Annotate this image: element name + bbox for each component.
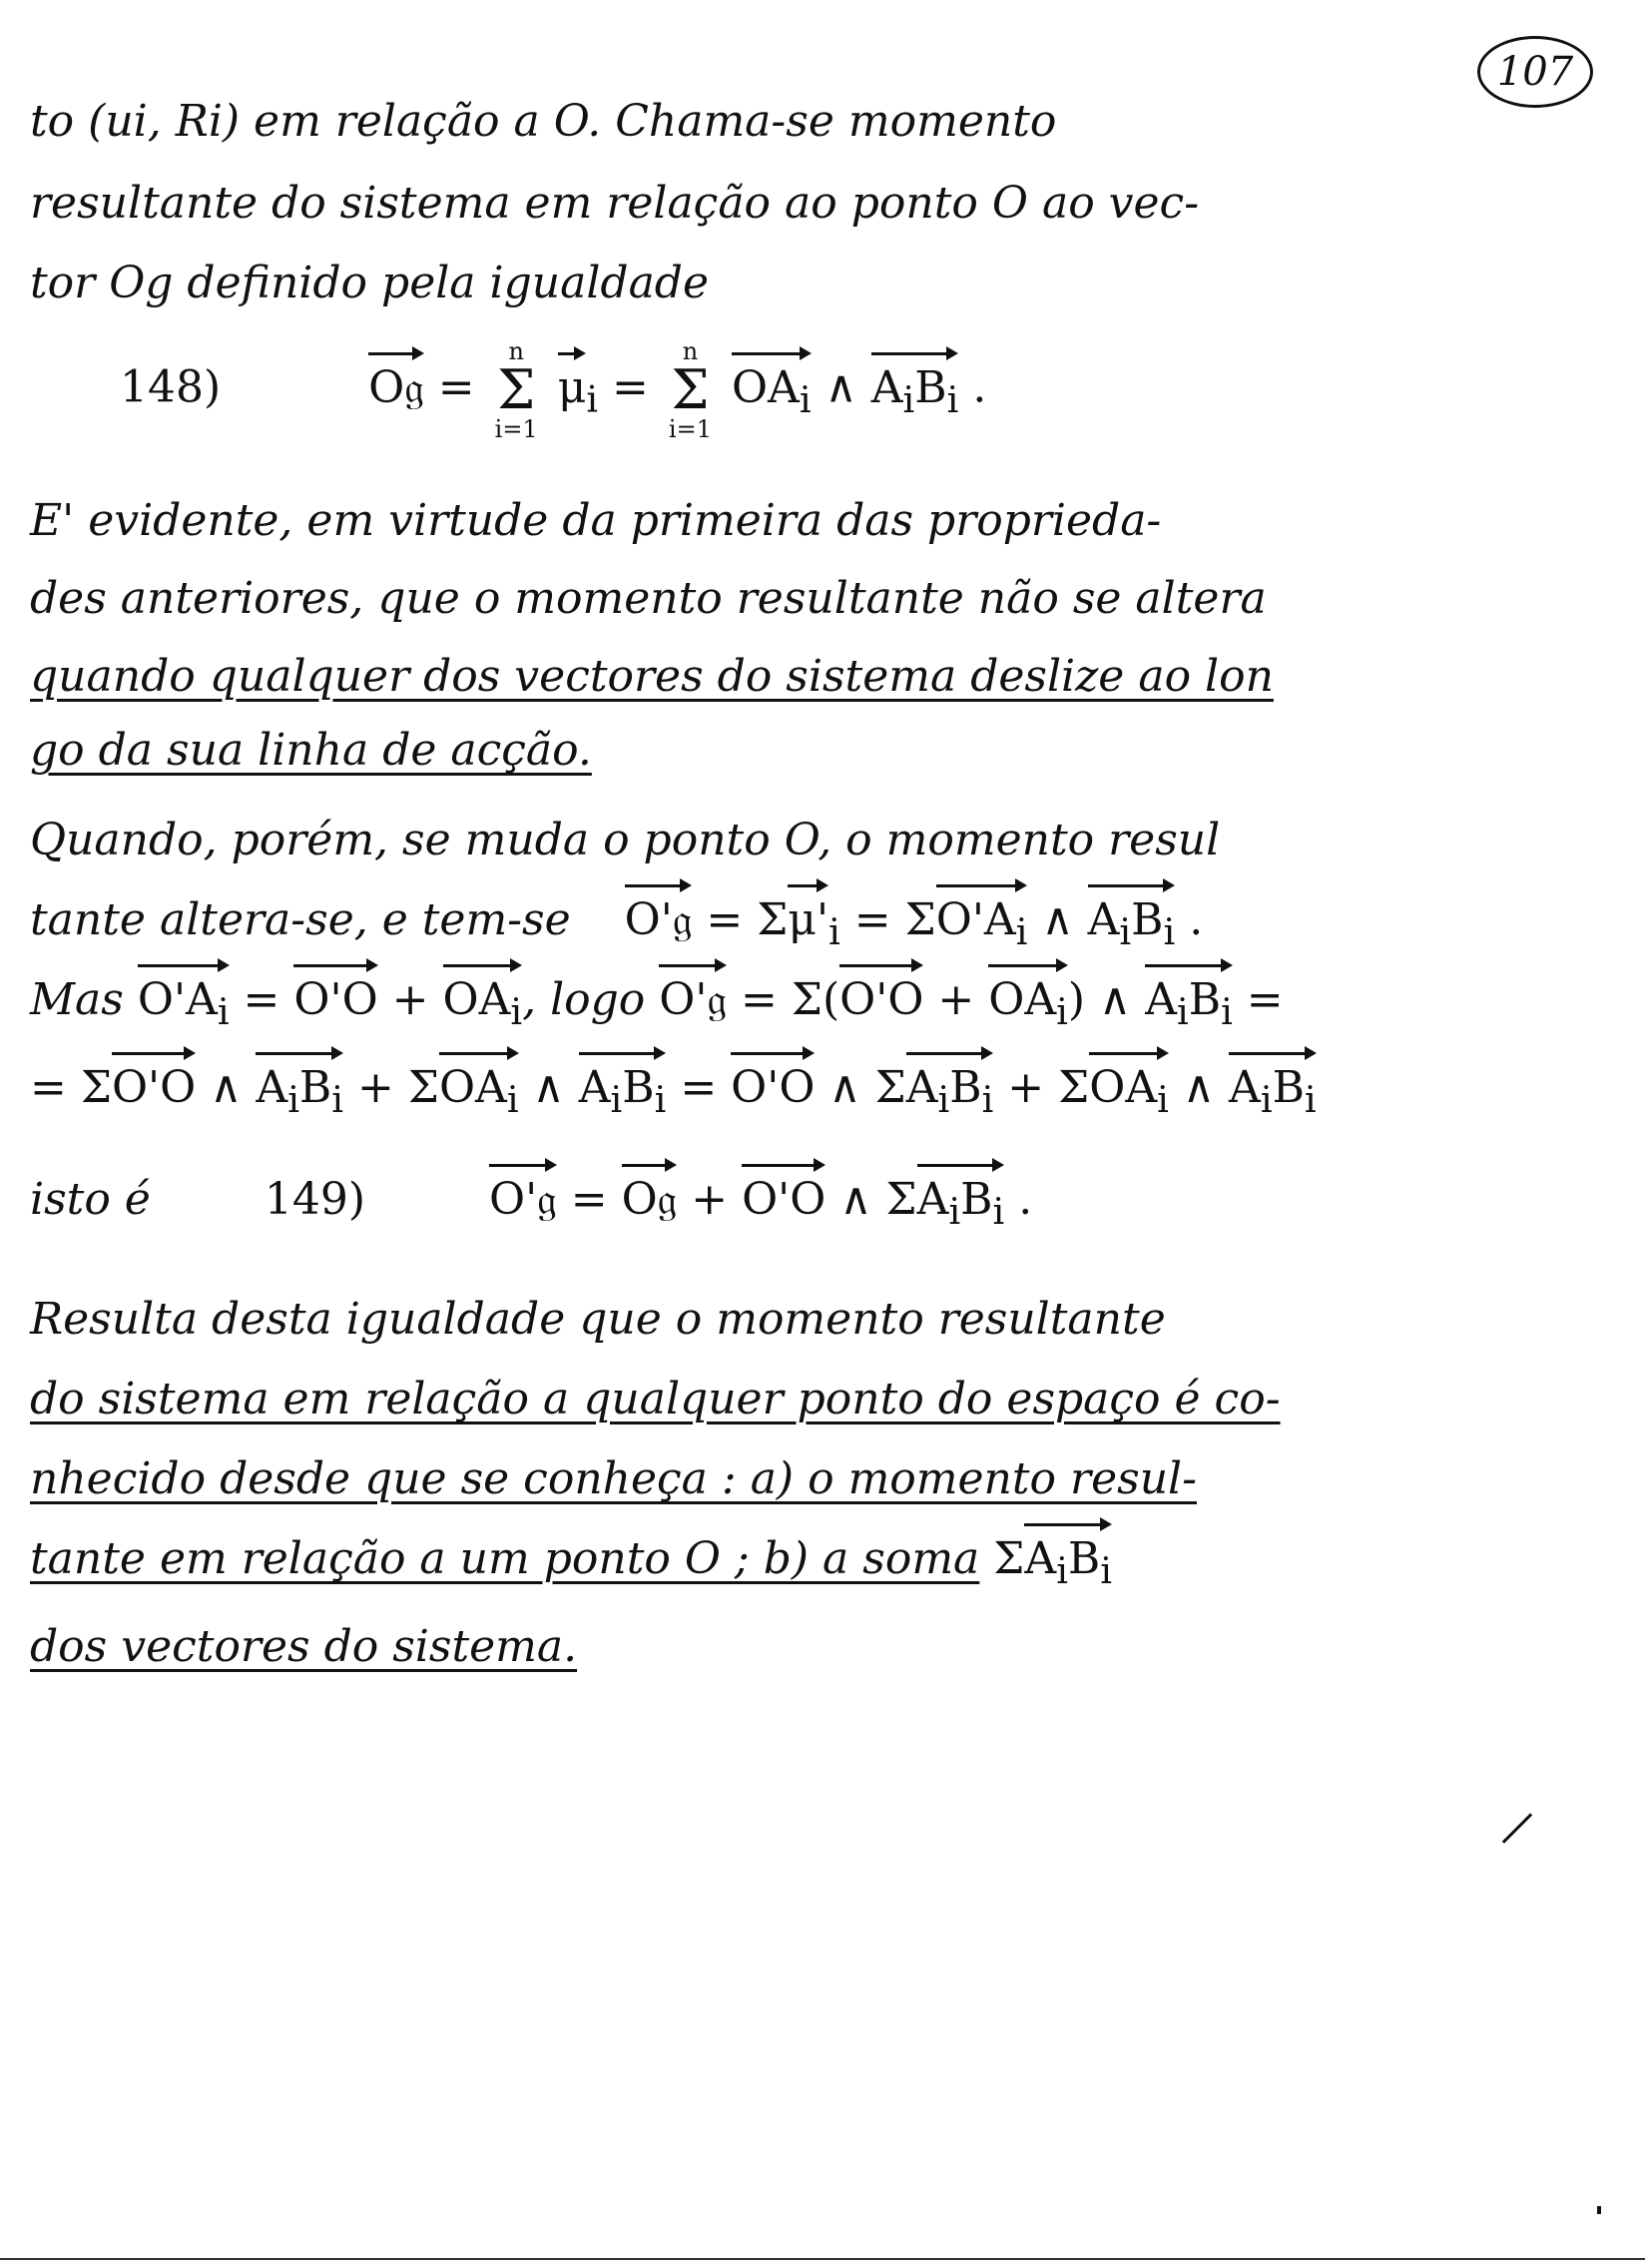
text-line-7: go da sua linha de acção. [30,725,592,776]
equation-expansion: = ΣO'O ∧ $A_iB_i + \Sigma OA_i$ ∧ $A_iB_i = O'O$ ∧ $\Sigma A_iB_i + \Sigma OA_i$ ∧ $A_iB_i$ [30,1062,1317,1121]
bottom-rule [0,2258,1645,2260]
text-line-6: quando qualquer dos vectores do sistema deslize ao lon [30,651,1274,702]
text-line-16: dos vectores do sistema. [30,1621,578,1672]
equation-148: 148) O𝔤 = n Σ i=1 $\mu_i$ = n Σ i=1 $OA_i$ ∧ $A_iB_i$ . [120,337,987,443]
text-line-1: to (ui, Ri) em relação a O. Chama-se momento [30,96,1057,147]
text-line-10: Mas $O'A_i = O'O + OA_i$, logo O'𝔤 = $\Sigma(O'O + OA_i)$ ∧ $A_iB_i$ = [30,974,1284,1033]
end-tick-mark [1502,1813,1532,1843]
text-line-2: resultante do sistema em relação ao ponto O ao vec- [30,178,1200,229]
page-number: 107 [1477,36,1593,108]
text-line-8: Quando, porém, se muda o ponto O, o momento resul [30,815,1221,865]
text-line-12: Resulta desta igualdade que o momento resultante [30,1294,1166,1345]
text-line-14: nhecido desde que se conheça : a) o momento resul- [30,1453,1197,1504]
text-line-9: tante altera-se, e tem-se O'𝔤 = $\Sigma\mu'_i = \Sigma O'A_i$ ∧ $A_iB_i$ . [30,894,1204,953]
text-line-3: tor Og definido pela igualdade [30,258,710,308]
text-line-5: des anteriores, que o momento resultante não se altera [30,573,1267,624]
margin-dot [1597,2206,1601,2214]
text-line-4: E' evidente, em virtude da primeira das proprieda- [30,495,1162,546]
equation-label-148: 148) [120,361,222,413]
text-line-13: do sistema em relação a qualquer ponto do espaço é co- [30,1374,1281,1424]
text-line-15: tante em relação a um ponto O ; b) a soma $\Sigma A_iB_i$ [30,1533,1112,1592]
equation-149: isto é 149) O'𝔤 = O𝔤 + O'O ∧ $\Sigma A_iB_i$ . [30,1174,1033,1233]
